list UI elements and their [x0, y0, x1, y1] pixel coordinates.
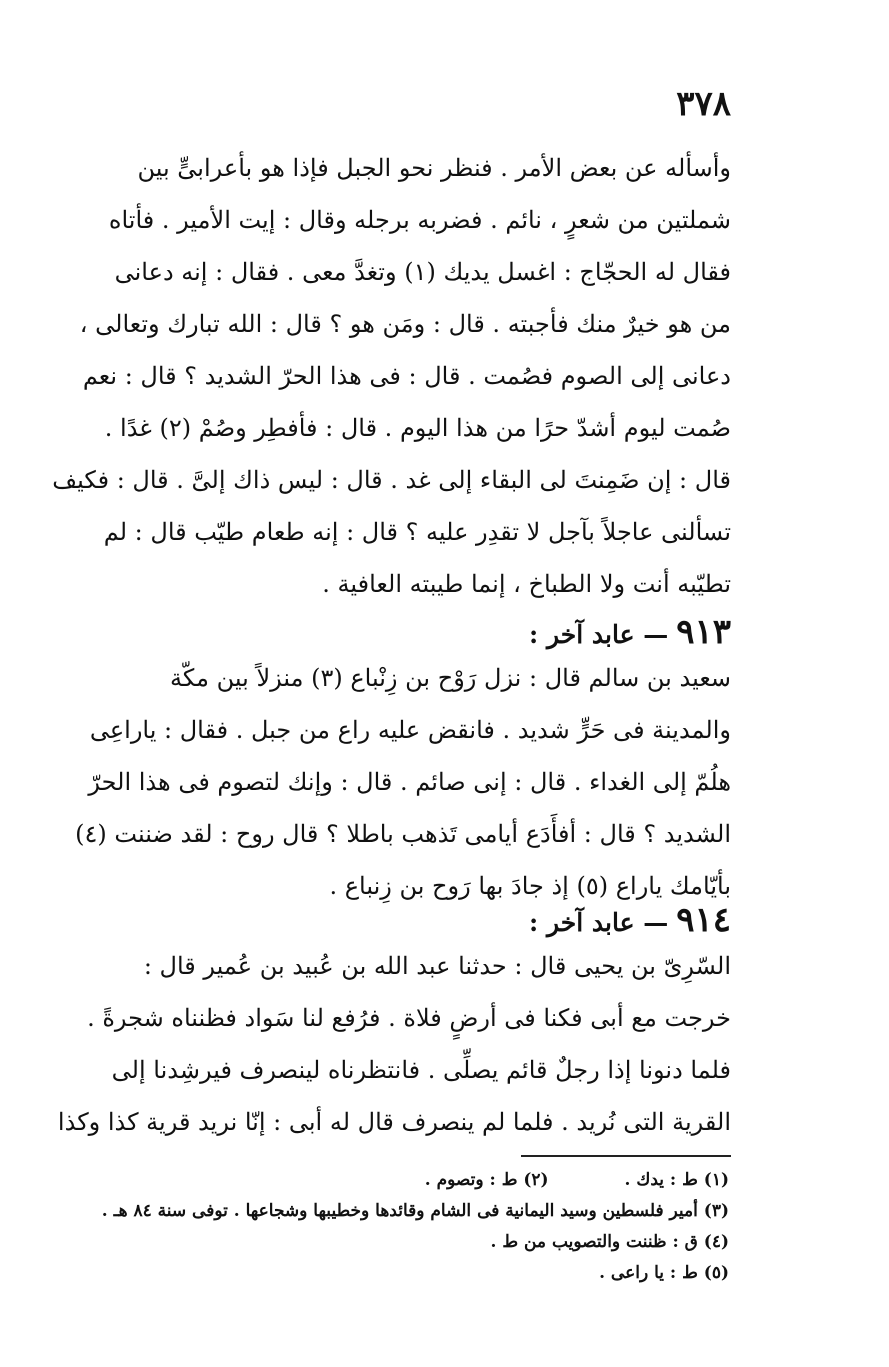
section-title: — عابد آخر :: [529, 908, 669, 937]
text-line: بأيّامك ياراع (٥) إذ جادَ بها رَوح بن زِنباع .: [329, 872, 731, 900]
text-line: القرية التى نُريد . فلما لم ينصرف قال له أبى : إنّا نريد قرية كذا وكذا: [57, 1108, 731, 1136]
text-line: السّرِىّ بن يحيى قال : حدثنا عبد الله بن عُبيد بن عُمير قال :: [143, 952, 731, 980]
text-line: تسألنى عاجلاً بآجل لا تقدِر عليه ؟ قال : إنه طعام طيّب قال : لم: [103, 518, 731, 546]
text-line: قال : إن ضَمِنتَ لى البقاء إلى غد . قال : ليس ذاك إلىَّ . قال : فكيف: [52, 466, 731, 494]
section-914-paragraph: [57, 940, 731, 1148]
section-number: ٩١٤: [676, 900, 731, 940]
text-line: فقال له الحجّاج : اغسل يديك (١) وتغدَّ معى . فقال : إنه دعانى: [114, 258, 731, 286]
footnote-4: (٤) ق : ظننت والتصويب من ط .: [490, 1232, 729, 1252]
text-line: خرجت مع أبى فكنا فى أرضٍ فلاة . فرُفع لنا سَواد فظنناه شجرةً .: [87, 1004, 731, 1032]
footnotes: [79, 1165, 729, 1289]
text-line: صُمت ليوم أشدّ حرًا من هذا اليوم . قال : فأفطِر وصُمْ (٢) غدًا .: [104, 414, 731, 442]
footnote-divider: [521, 1155, 731, 1157]
text-line: الشديد ؟ قال : أفأَدَع أيامى تَذهب باطلا ؟ قال روح : لقد ضننت (٤): [75, 820, 731, 848]
footnote-3: (٣) أمير فلسطين وسيد اليمانية فى الشام وقائدها وخطيبها وشجاعها . توفى سنة ٨٤ هـ .: [101, 1201, 729, 1221]
text-line: سعيد بن سالم قال : نزل رَوْح بن زِنْباع (٣) منزلاً بين مكّة: [170, 664, 731, 692]
section-title: — عابد آخر :: [529, 620, 669, 649]
page-number: ٣٧٨: [676, 84, 731, 124]
text-line: وأسأله عن بعض الأمر . فنظر نحو الجبل فإذا هو بأعرابىٍّ بين: [137, 154, 731, 182]
footnote-2: (٢) ط : وتصوم .: [424, 1170, 549, 1190]
text-line: هلُمّ إلى الغداء . قال : إنى صائم . قال : وإنك لتصوم فى هذا الحرّ: [88, 768, 731, 796]
text-line: فلما دنونا إذا رجلٌ قائم يصلِّى . فانتظرناه لينصرف فيرشِدنا إلى: [111, 1056, 731, 1084]
section-heading-913: [529, 612, 731, 652]
section-913-paragraph: [75, 652, 731, 912]
intro-paragraph: [52, 142, 731, 610]
text-line: شملتين من شعرٍ ، نائم . فضربه برجله وقال : إيت الأمير . فأتاه: [108, 206, 731, 234]
text-line: دعانى إلى الصوم فصُمت . قال : فى هذا الحرّ الشديد ؟ قال : نعم: [82, 362, 731, 390]
footnote-5: (٥) ط : يا راعى .: [599, 1263, 729, 1283]
text-line: والمدينة فى حَرٍّ شديد . فانقض عليه راع من جبل . فقال : ياراعِى: [89, 716, 731, 744]
section-heading-914: [529, 900, 731, 940]
footnote-row: [79, 1165, 729, 1196]
section-number: ٩١٣: [676, 612, 731, 652]
footnote-1: (١) ط : يدك .: [624, 1170, 729, 1190]
text-line: تطيّبه أنت ولا الطباخ ، إنما طيبته العافية .: [322, 570, 731, 598]
text-line: من هو خيرٌ منك فأجبته . قال : ومَن هو ؟ قال : الله تبارك وتعالى ،: [79, 310, 731, 338]
